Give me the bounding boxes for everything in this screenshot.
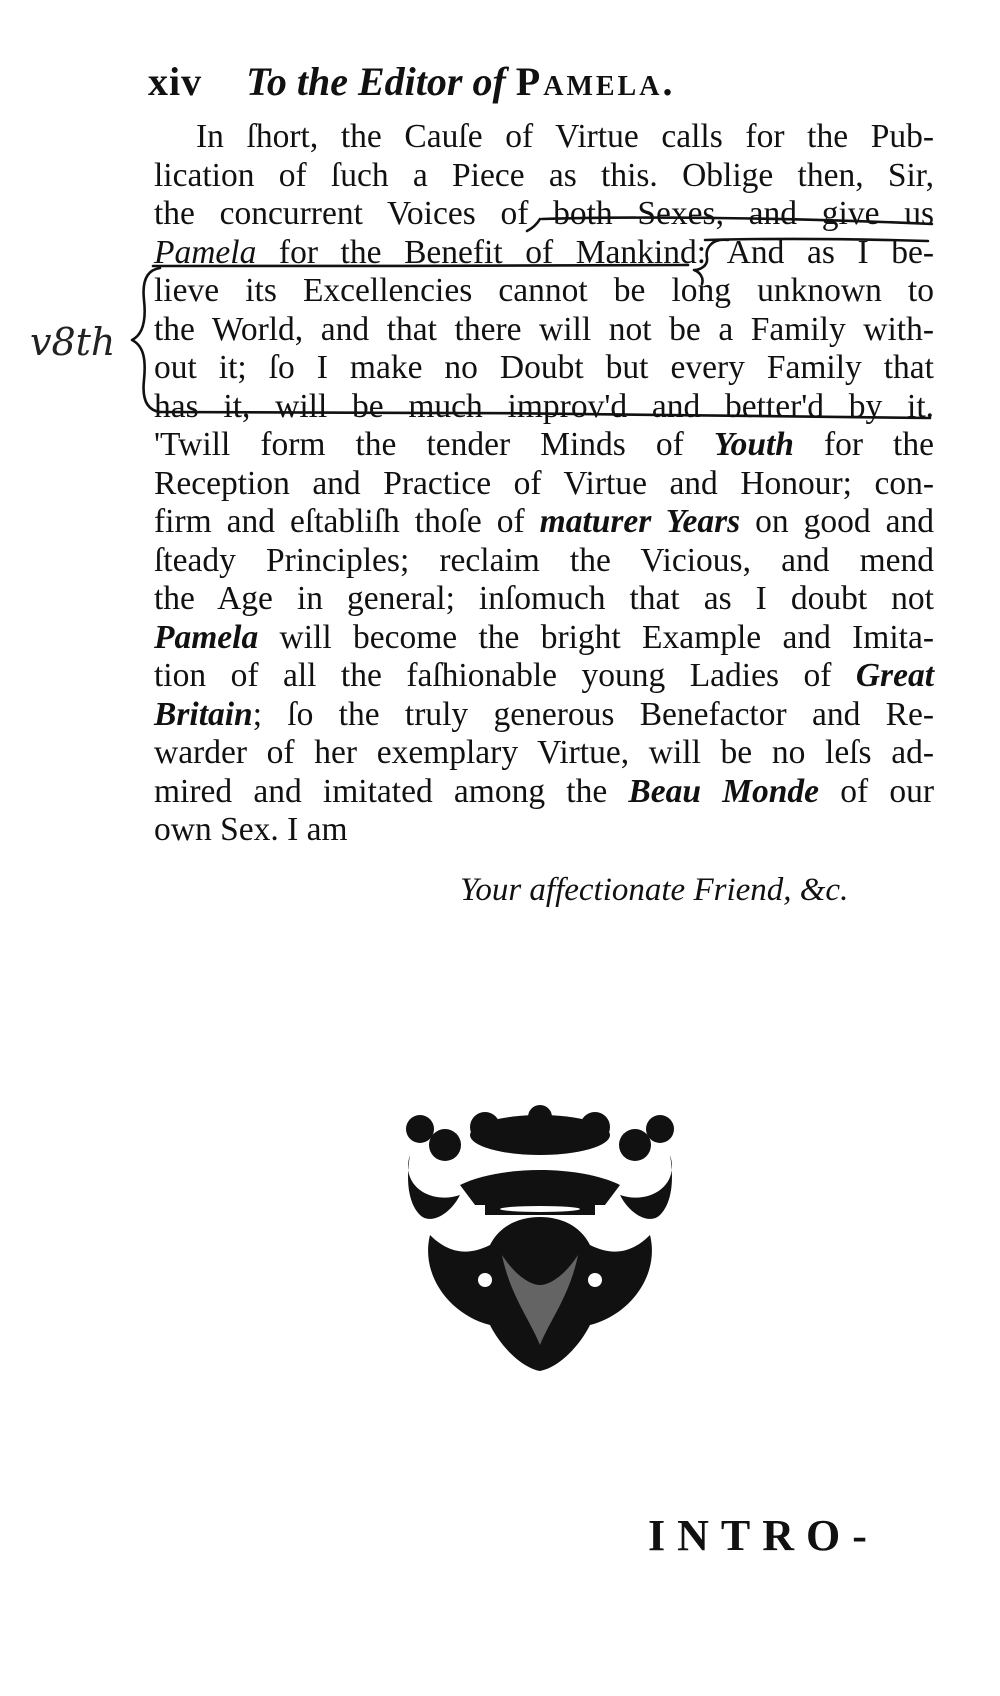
italic-text: Great: [855, 657, 934, 694]
ornament-vase-icon: [390, 1105, 690, 1375]
text-line: [154, 465, 934, 504]
text-segment: on good and: [740, 503, 934, 540]
text-line: [154, 619, 934, 658]
text-segment: tion of all the faſhionable young Ladies of: [154, 657, 856, 694]
italic-text: Pamela: [154, 618, 259, 656]
text-line: [154, 657, 934, 696]
text-line: [154, 542, 934, 581]
text-segment: own Sex. I am: [154, 811, 348, 848]
text-segment: Reception and Practice of Virtue and Honour; con-: [154, 464, 934, 502]
text-segment: the World, and that there will not be a Family with-: [154, 310, 934, 348]
text-segment: lication of ſuch a Piece as this. Oblige then, Sir,: [154, 156, 934, 194]
text-segment: lieve its Excellencies cannot be long unknown to: [154, 272, 934, 309]
text-line: [154, 234, 934, 273]
text-segment: will become the bright Example and Imita-: [258, 618, 934, 656]
text-segment: 'Twill form the tender Minds of: [154, 426, 714, 463]
text-segment: has it, will be much improv'd and better'd by it.: [154, 387, 934, 425]
text-segment: In ſhort, the Cauſe of Virtue calls for the Pub-: [196, 118, 934, 155]
text-line: [154, 388, 934, 427]
text-line: [154, 811, 934, 850]
text-line: [154, 157, 934, 196]
text-line: [154, 773, 934, 812]
text-line: [154, 580, 934, 619]
text-segment: for the: [793, 426, 934, 463]
text-segment: the Age in general; inſomuch that as I doubt not: [154, 580, 934, 617]
italic-text: maturer Years: [539, 503, 741, 540]
letter-body: [154, 118, 934, 850]
text-line: [154, 118, 934, 157]
running-title-name: Pamela.: [515, 59, 676, 104]
text-line: [154, 696, 934, 735]
italic-text: Youth: [713, 426, 794, 463]
closing-salutation: Your affectionate Friend, &c.: [460, 872, 849, 908]
text-line: [154, 426, 934, 465]
text-segment: the concurrent Voices of both Sexes, and give us: [154, 195, 934, 232]
text-segment: firm and eſtabliſh thoſe of: [154, 503, 540, 540]
text-line: [154, 272, 934, 311]
text-line: [154, 195, 934, 234]
text-line: [154, 349, 934, 388]
page-number: xiv: [148, 59, 203, 104]
text-segment: ſteady Principles; reclaim the Vicious, and mend: [154, 541, 934, 579]
text-line: [154, 311, 934, 350]
margin-annotation: v8th: [30, 320, 116, 364]
text-segment: of our: [819, 772, 934, 810]
text-segment: warder of her exemplary Virtue, will be no leſs ad-: [154, 734, 934, 771]
running-title: [246, 59, 675, 104]
running-head: [148, 52, 928, 112]
italic-text: Pamela: [154, 233, 257, 271]
text-line: [154, 734, 934, 773]
text-line: [154, 503, 934, 542]
text-segment: mired and imitated among the: [154, 772, 629, 810]
text-segment: ; ſo the truly generous Benefactor and Re-: [252, 695, 934, 733]
italic-text: Beau Monde: [628, 772, 820, 810]
italic-text: Britain: [154, 695, 253, 733]
text-segment: for the Benefit of Mankind: And as I be-: [256, 233, 934, 271]
text-segment: out it; ſo I make no Doubt but every Family that: [154, 349, 934, 386]
catchword: INTRO-: [648, 1511, 879, 1560]
running-title-prefix: To the Editor of: [246, 59, 516, 104]
